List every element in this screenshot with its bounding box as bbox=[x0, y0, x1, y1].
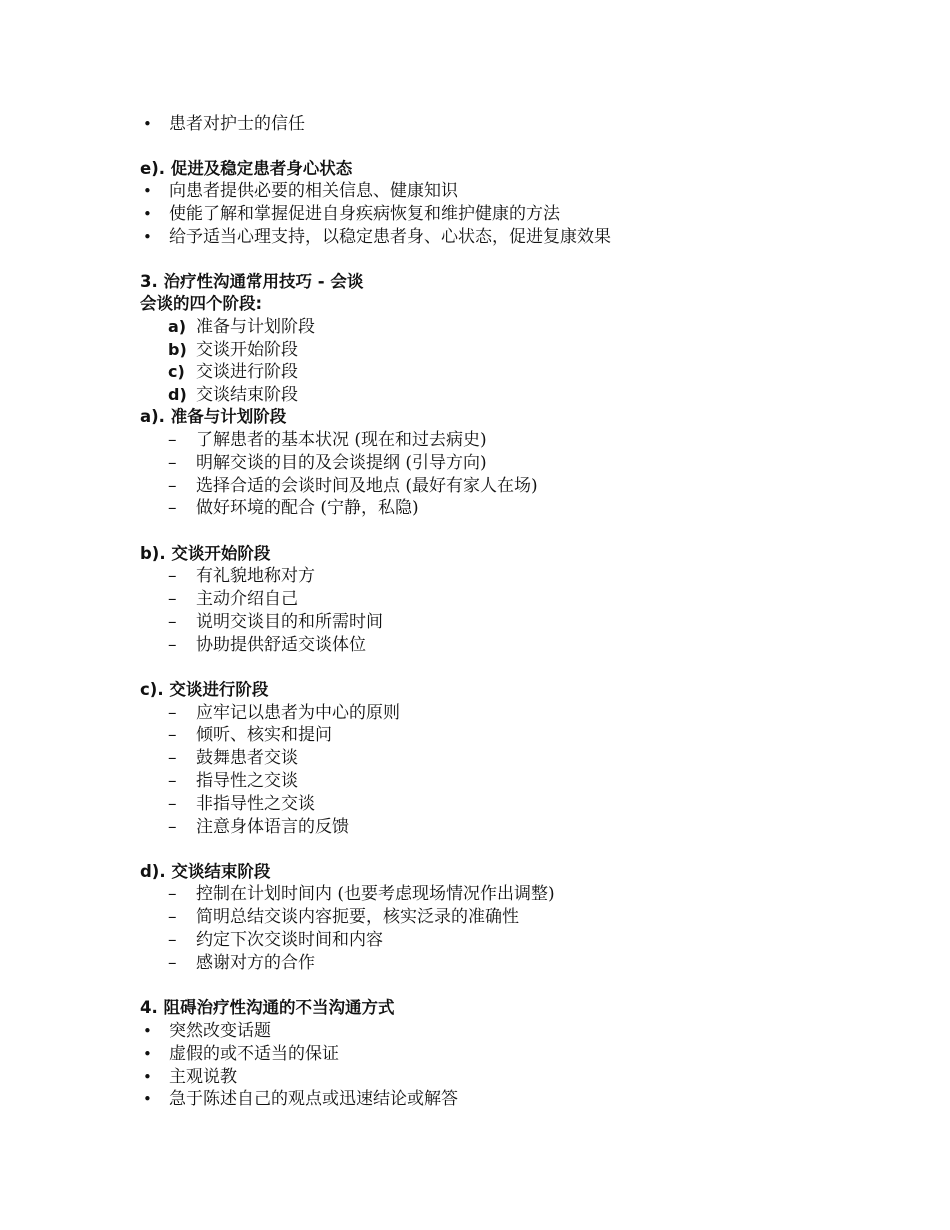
dash-icon: – bbox=[168, 612, 177, 632]
section-heading-e: e). 促进及稳定患者身心状态 bbox=[140, 159, 353, 178]
section-heading-3: 3. 治疗性沟通常用技巧 - 会谈 bbox=[140, 272, 364, 291]
dash-icon: – bbox=[168, 566, 177, 586]
section-subheading: 会谈的四个阶段: bbox=[140, 294, 263, 313]
dash-icon: – bbox=[168, 930, 177, 950]
bullet-icon: • bbox=[143, 182, 152, 200]
bullet-icon: • bbox=[143, 1022, 152, 1040]
dash-icon: – bbox=[168, 817, 177, 837]
dash-icon: – bbox=[168, 794, 177, 814]
bullet-icon: • bbox=[143, 205, 152, 223]
dash-icon: – bbox=[168, 884, 177, 904]
dash-icon: – bbox=[168, 703, 177, 723]
section-heading-c: c). 交谈进行阶段 bbox=[140, 680, 269, 699]
bullet-icon: • bbox=[143, 1045, 152, 1063]
section-heading-a: a). 准备与计划阶段 bbox=[140, 407, 287, 426]
dash-icon: – bbox=[168, 725, 177, 745]
dash-icon: – bbox=[168, 476, 177, 496]
section-heading-d: d). 交谈结束阶段 bbox=[140, 862, 271, 881]
dash-icon: – bbox=[168, 748, 177, 768]
section-heading-4: 4. 阻碍治疗性沟通的不当沟通方式 bbox=[140, 998, 395, 1017]
dash-icon: – bbox=[168, 771, 177, 791]
section-heading-b: b). 交谈开始阶段 bbox=[140, 544, 271, 563]
bullet-icon: • bbox=[143, 1090, 152, 1108]
dash-icon: – bbox=[168, 635, 177, 655]
dash-icon: – bbox=[168, 953, 177, 973]
dash-icon: – bbox=[168, 498, 177, 518]
dash-icon: – bbox=[168, 589, 177, 609]
bullet-icon: • bbox=[143, 1068, 152, 1086]
dash-icon: – bbox=[168, 430, 177, 450]
dash-icon: – bbox=[168, 453, 177, 473]
dash-icon: – bbox=[168, 907, 177, 927]
bullet-icon: • bbox=[143, 228, 152, 246]
document-page: • 患者对护士的信任 e). 促进及稳定患者身心状态 • 向患者提供必要的相关信息、健康知识 • 使能了解和掌握促进自身疾病恢复和维护健康的方法 • 给予适当心理支持，以稳定患者身、心状态，促进复康效果 3. 治疗性沟通常用技巧 - 会谈 会谈的四个阶段: a) 准备与计划阶段 b) 交谈开始阶段 c) 交谈进行阶段 d) 交谈结束阶段 a). 准备与计划阶段 – 了解患者的基本状况 (现在和过去病史) – 明解交谈的目的及会谈提纲 (引导方向) – 选择合适的会谈时间及地点 (最好有家人在场) – 做好环境的配合 (宁静，私隐) b). 交谈开始阶段 – 有礼貌地称对方 – 主动介绍自己 – 说明交谈目的和所需时间 – 协助提供舒适交谈体位 c). 交谈进行阶段 – 应牢记以患者为中心的原则 – 倾听、核实和提问 – 鼓舞患者交谈 – 指导性之交谈 – 非指导性之交谈 – 注意身体语言的反馈 d). 交谈结束阶段 – 控制在计划时间内 (也要考虑现场情况作出调整) – 简明总结交谈内容扼要，核实泛录的准确性 – 约定下次交谈时间和内容 – 感谢对方的合作 4. 阻碍治疗性沟通的不当沟通方式 • 突然改变话题 • 虚假的或不适当的保证 • 主观说教 • 急于陈述自己的观点或迅速结论或解答 bbox=[140, 114, 611, 1109]
bullet-icon: • bbox=[143, 115, 152, 133]
